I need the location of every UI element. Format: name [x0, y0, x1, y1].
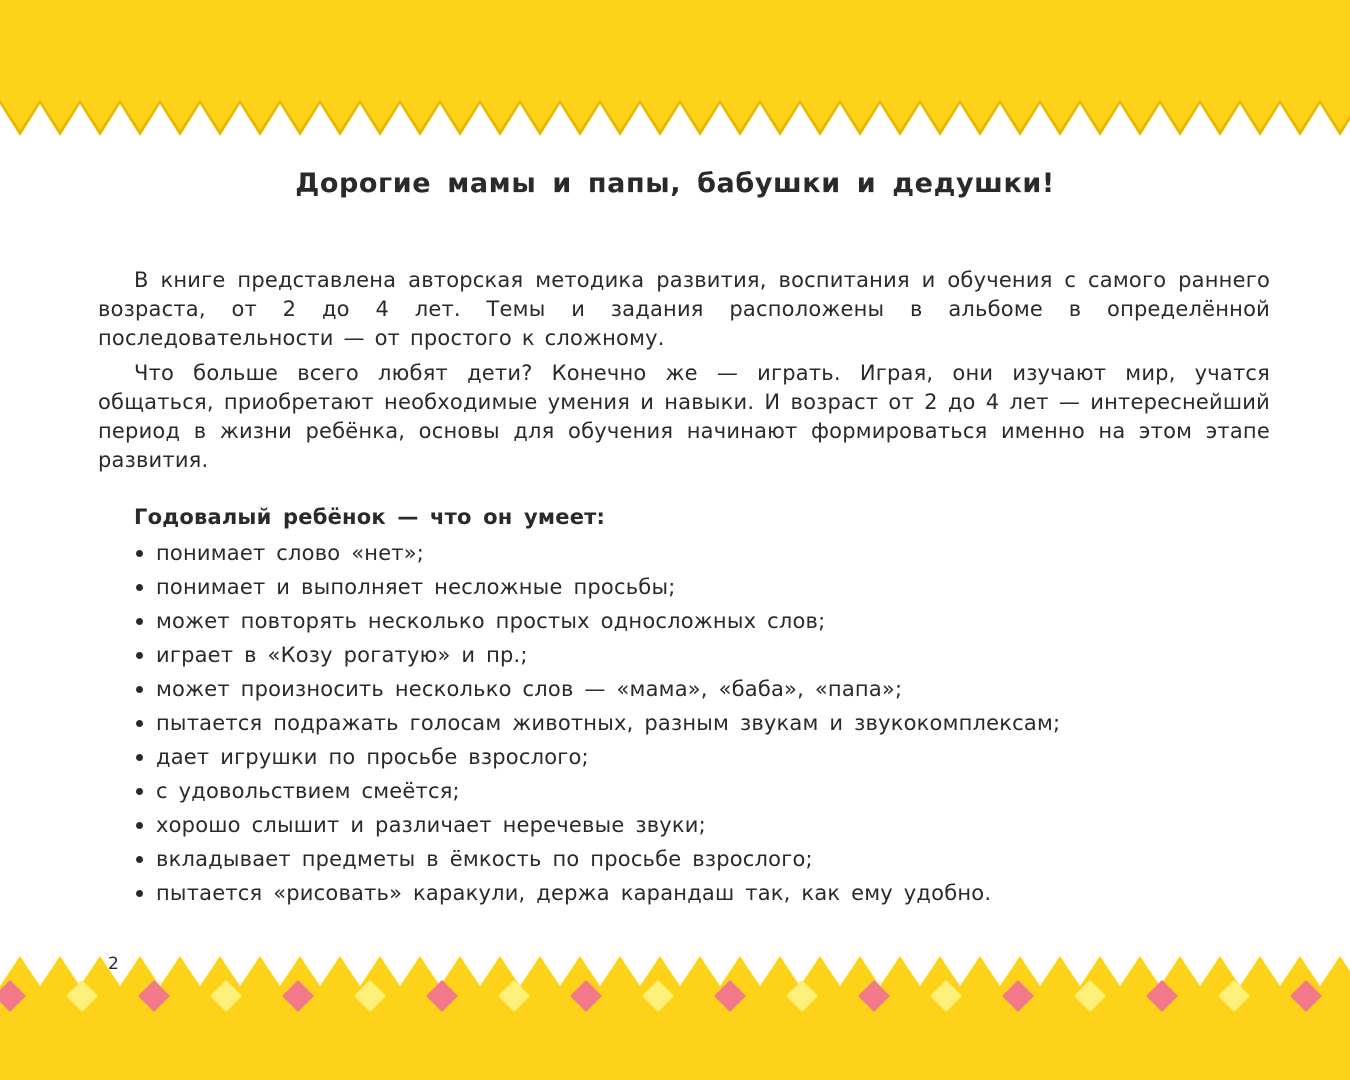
intro-paragraph-1: В книге представлена авторская методика развития, воспитания и обучения с самого раннего возраста, от 2 до 4 лет. Темы и задания расположены в альбоме в определённой последовательности — от простого к сложному. [98, 268, 1270, 350]
skill-text: хорошо слышит и различает неречевые звуки; [156, 813, 706, 837]
skill-text: может повторять несколько простых односложных слов; [156, 609, 826, 633]
bullet-icon [136, 856, 143, 863]
skills-list-item [134, 536, 1270, 570]
skills-list-item [134, 774, 1270, 808]
page-heading: Дорогие мамы и папы, бабушки и дедушки! [295, 168, 1055, 199]
bullet-icon [136, 686, 143, 693]
intro-paragraph-2: Что больше всего любят дети? Конечно же — играть. Играя, они изучают мир, учатся общаться, приобретают необходимые умения и навыки. И возраст от 2 до 4 лет — интереснейший период в жизни ребёнка, основы для обучения начинают формироваться именно на этом этапе развития. [98, 361, 1270, 472]
skill-text: с удовольствием смеётся; [156, 779, 460, 803]
skills-list [98, 536, 1270, 910]
skills-list-item [134, 808, 1270, 842]
skill-text: дает игрушки по просьбе взрослого; [156, 745, 589, 769]
skill-text: понимает и выполняет несложные просьбы; [156, 575, 676, 599]
skill-text: играет в «Козу рогатую» и пр.; [156, 643, 528, 667]
skills-list-item [134, 672, 1270, 706]
bullet-icon [136, 618, 143, 625]
skills-list-title: Годовалый ребёнок — что он умеет: [134, 505, 606, 529]
bullet-icon [136, 720, 143, 727]
main-content [98, 266, 1270, 910]
skill-text: пытается «рисовать» каракули, держа карандаш так, как ему удобно. [156, 881, 992, 905]
skills-list-item [134, 604, 1270, 638]
skill-text: может произносить несколько слов — «мама», «баба», «папа»; [156, 677, 903, 701]
bottom-zigzag-border [0, 950, 1350, 1080]
skills-list-item [134, 876, 1270, 910]
skills-list-item [134, 842, 1270, 876]
skills-list-item [134, 638, 1270, 672]
page-number: 2 [108, 954, 119, 974]
bullet-icon [136, 788, 143, 795]
skill-text: понимает слово «нет»; [156, 541, 425, 565]
bullet-icon [136, 890, 143, 897]
skills-list-item [134, 706, 1270, 740]
bullet-icon [136, 652, 143, 659]
top-zigzag-border [0, 0, 1350, 140]
bullet-icon [136, 584, 143, 591]
skill-text: пытается подражать голосам животных, разным звукам и звукокомплексам; [156, 711, 1061, 735]
skill-text: вкладывает предметы в ёмкость по просьбе взрослого; [156, 847, 813, 871]
bullet-icon [136, 822, 143, 829]
skills-list-item [134, 740, 1270, 774]
bullet-icon [136, 754, 143, 761]
bullet-icon [136, 550, 143, 557]
skills-list-item [134, 570, 1270, 604]
